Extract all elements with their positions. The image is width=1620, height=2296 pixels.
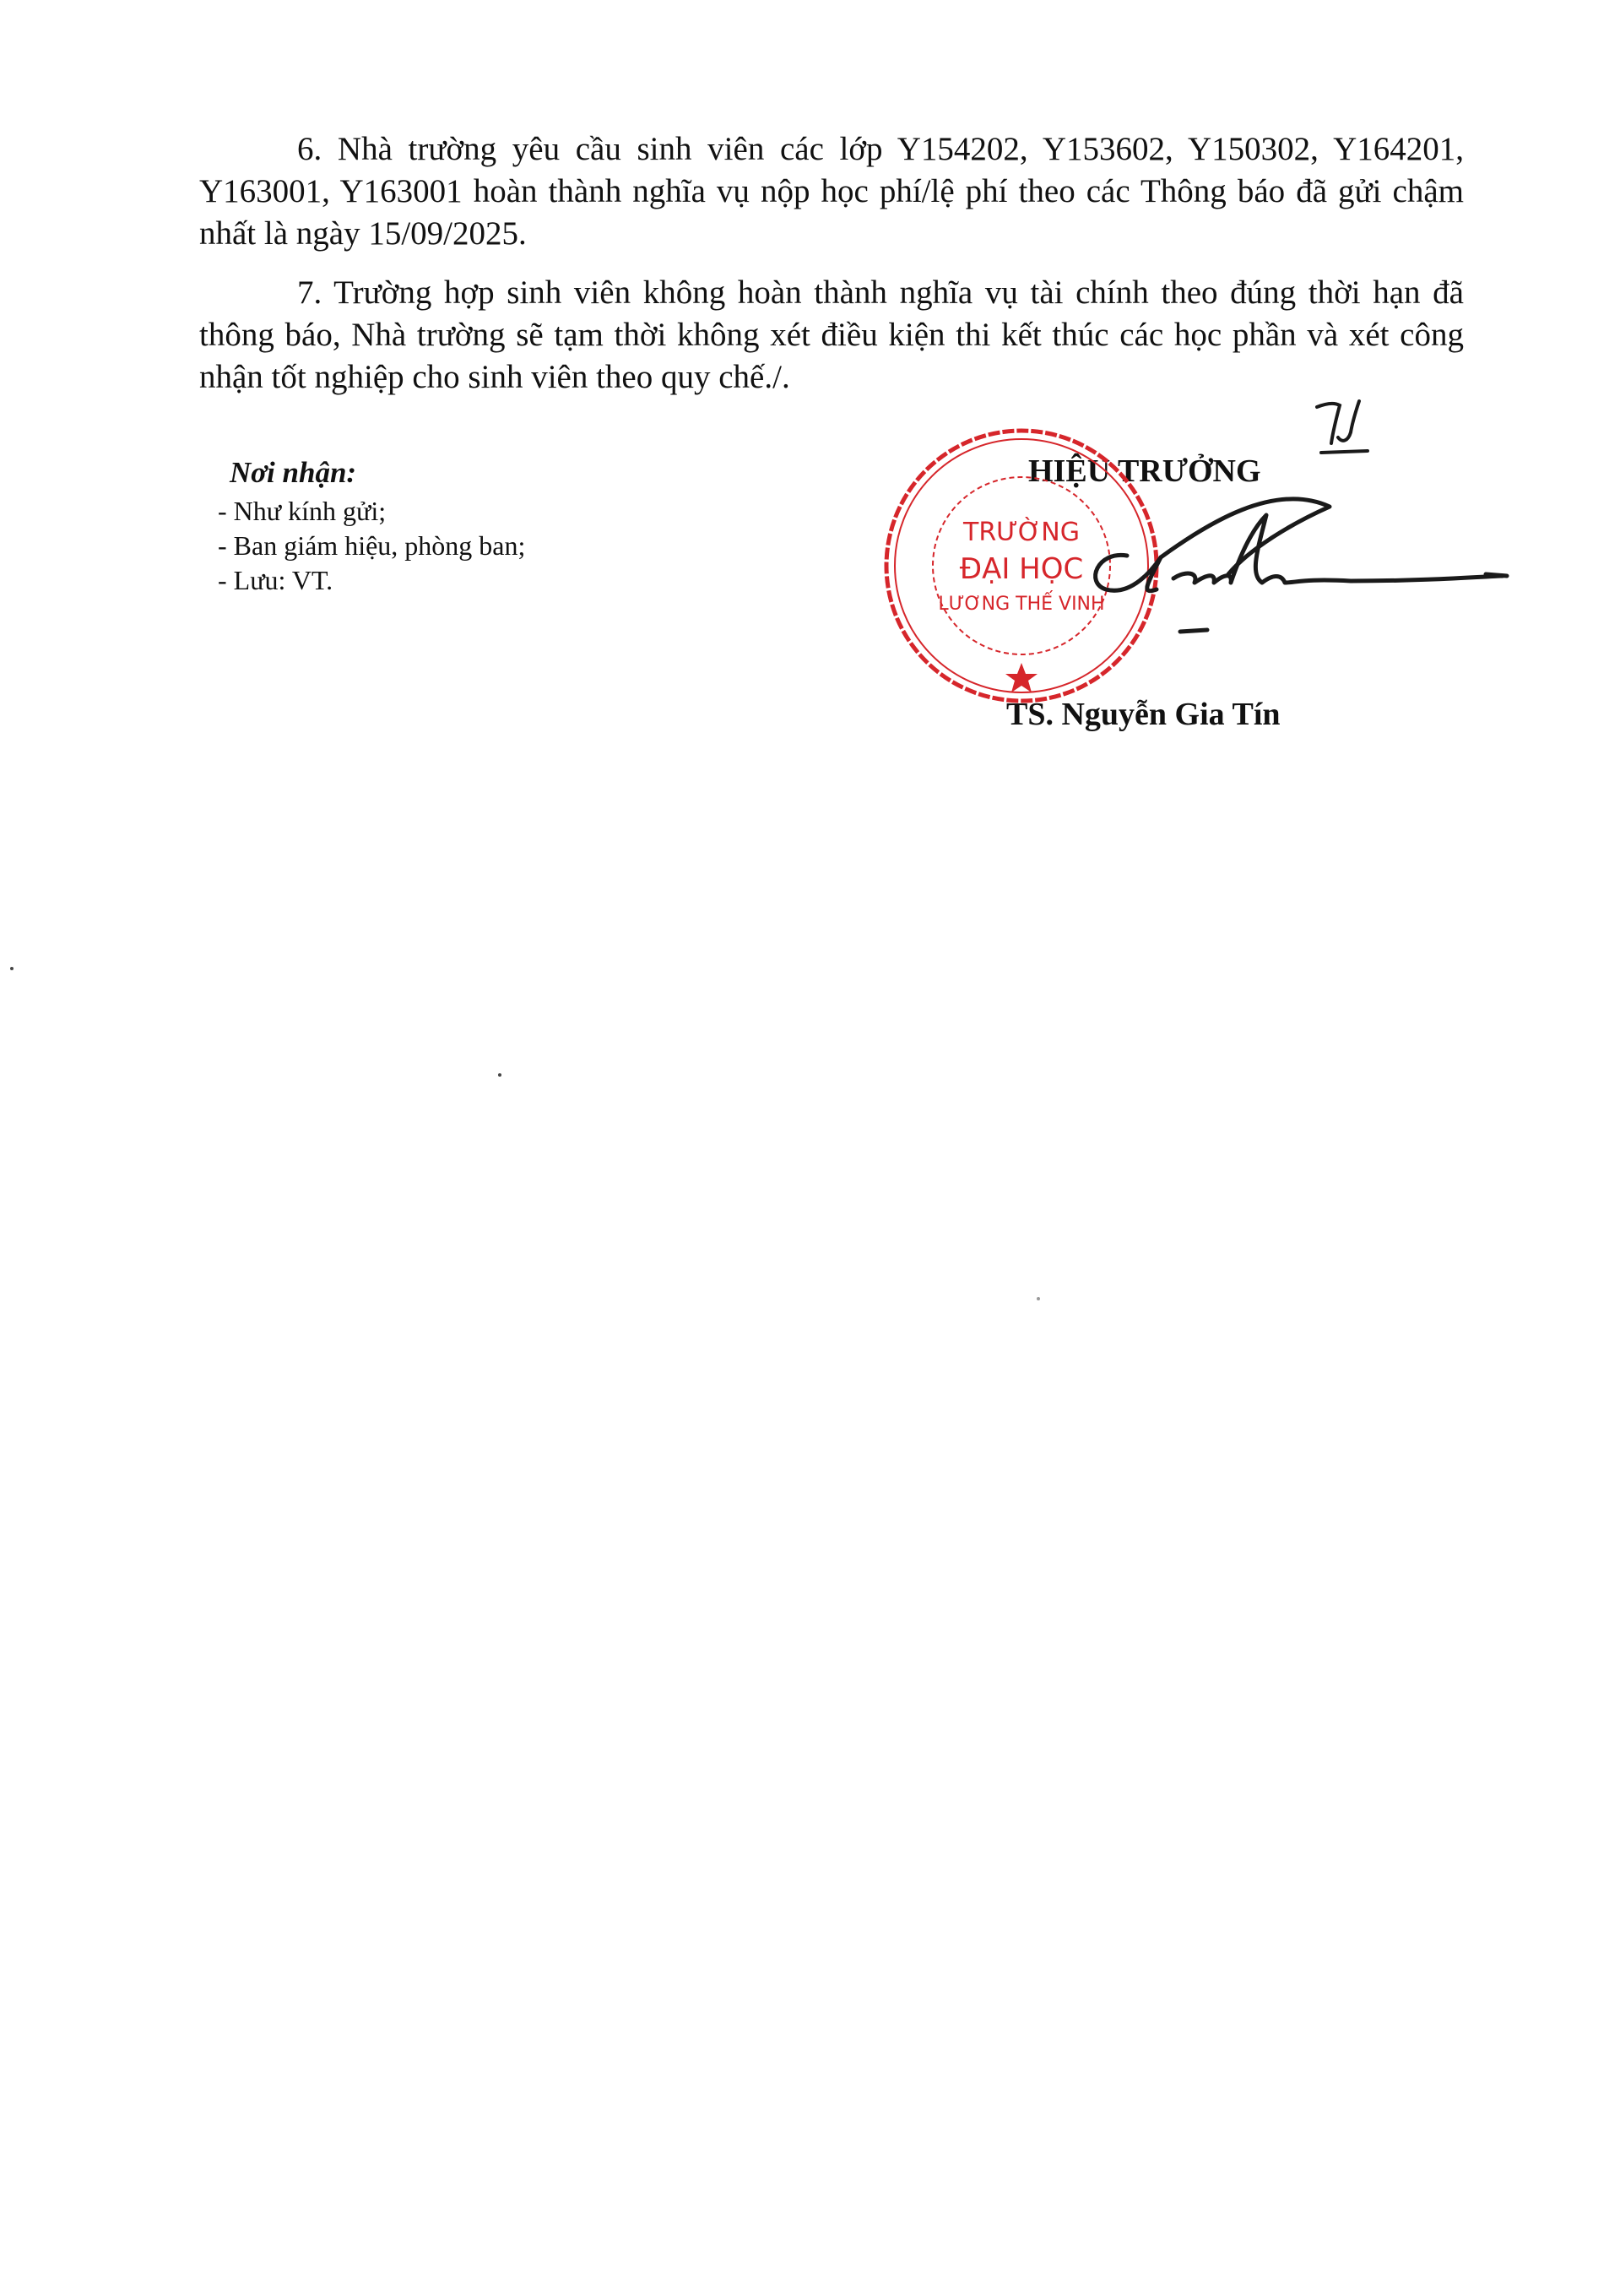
- scan-speck: [498, 1073, 501, 1077]
- star-icon: [1005, 663, 1038, 692]
- recipient-item: - Như kính gửi;: [218, 496, 387, 526]
- handwritten-signature: [1081, 490, 1520, 650]
- stamp-line-3: LƯƠNG THẾ VINH: [938, 594, 1105, 615]
- scan-speck: [1037, 1297, 1040, 1300]
- paragraph-6-text: 6. Nhà trường yêu cầu sinh viên các lớp Y154202, Y153602, Y150302, Y164201, Y163001, Y163001 hoàn thành nghĩa vụ nộp học phí/lệ phí theo các Thông báo đã gửi chậm nhất là ngày 15/09/2025.: [199, 131, 1464, 252]
- scan-speck: [10, 967, 14, 970]
- recipients-list: [218, 494, 525, 598]
- paragraph-item-6: [199, 128, 1464, 255]
- recipients-heading: Nơi nhận:: [230, 456, 357, 489]
- recipient-item: - Lưu: VT.: [218, 565, 333, 595]
- paragraph-item-7: [199, 272, 1464, 399]
- signer-title: HIỆU TRƯỞNG: [1028, 453, 1261, 489]
- recipients-block: [218, 453, 525, 598]
- stamp-line-2: ĐẠI HỌC: [959, 552, 1084, 586]
- stamp-line-1: TRƯỜNG: [963, 518, 1080, 547]
- signer-name: TS. Nguyễn Gia Tín: [1006, 697, 1281, 732]
- paragraph-7-text: 7. Trường hợp sinh viên không hoàn thành nghĩa vụ tài chính theo đúng thời hạn đã thông báo, Nhà trường sẽ tạm thời không xét điều kiện thi kết thúc các học phần và xét công nhận tốt nghiệp cho sinh viên theo quy chế./.: [199, 274, 1464, 395]
- recipient-item: - Ban giám hiệu, phòng ban;: [218, 530, 526, 561]
- initials-mark: [1313, 397, 1372, 456]
